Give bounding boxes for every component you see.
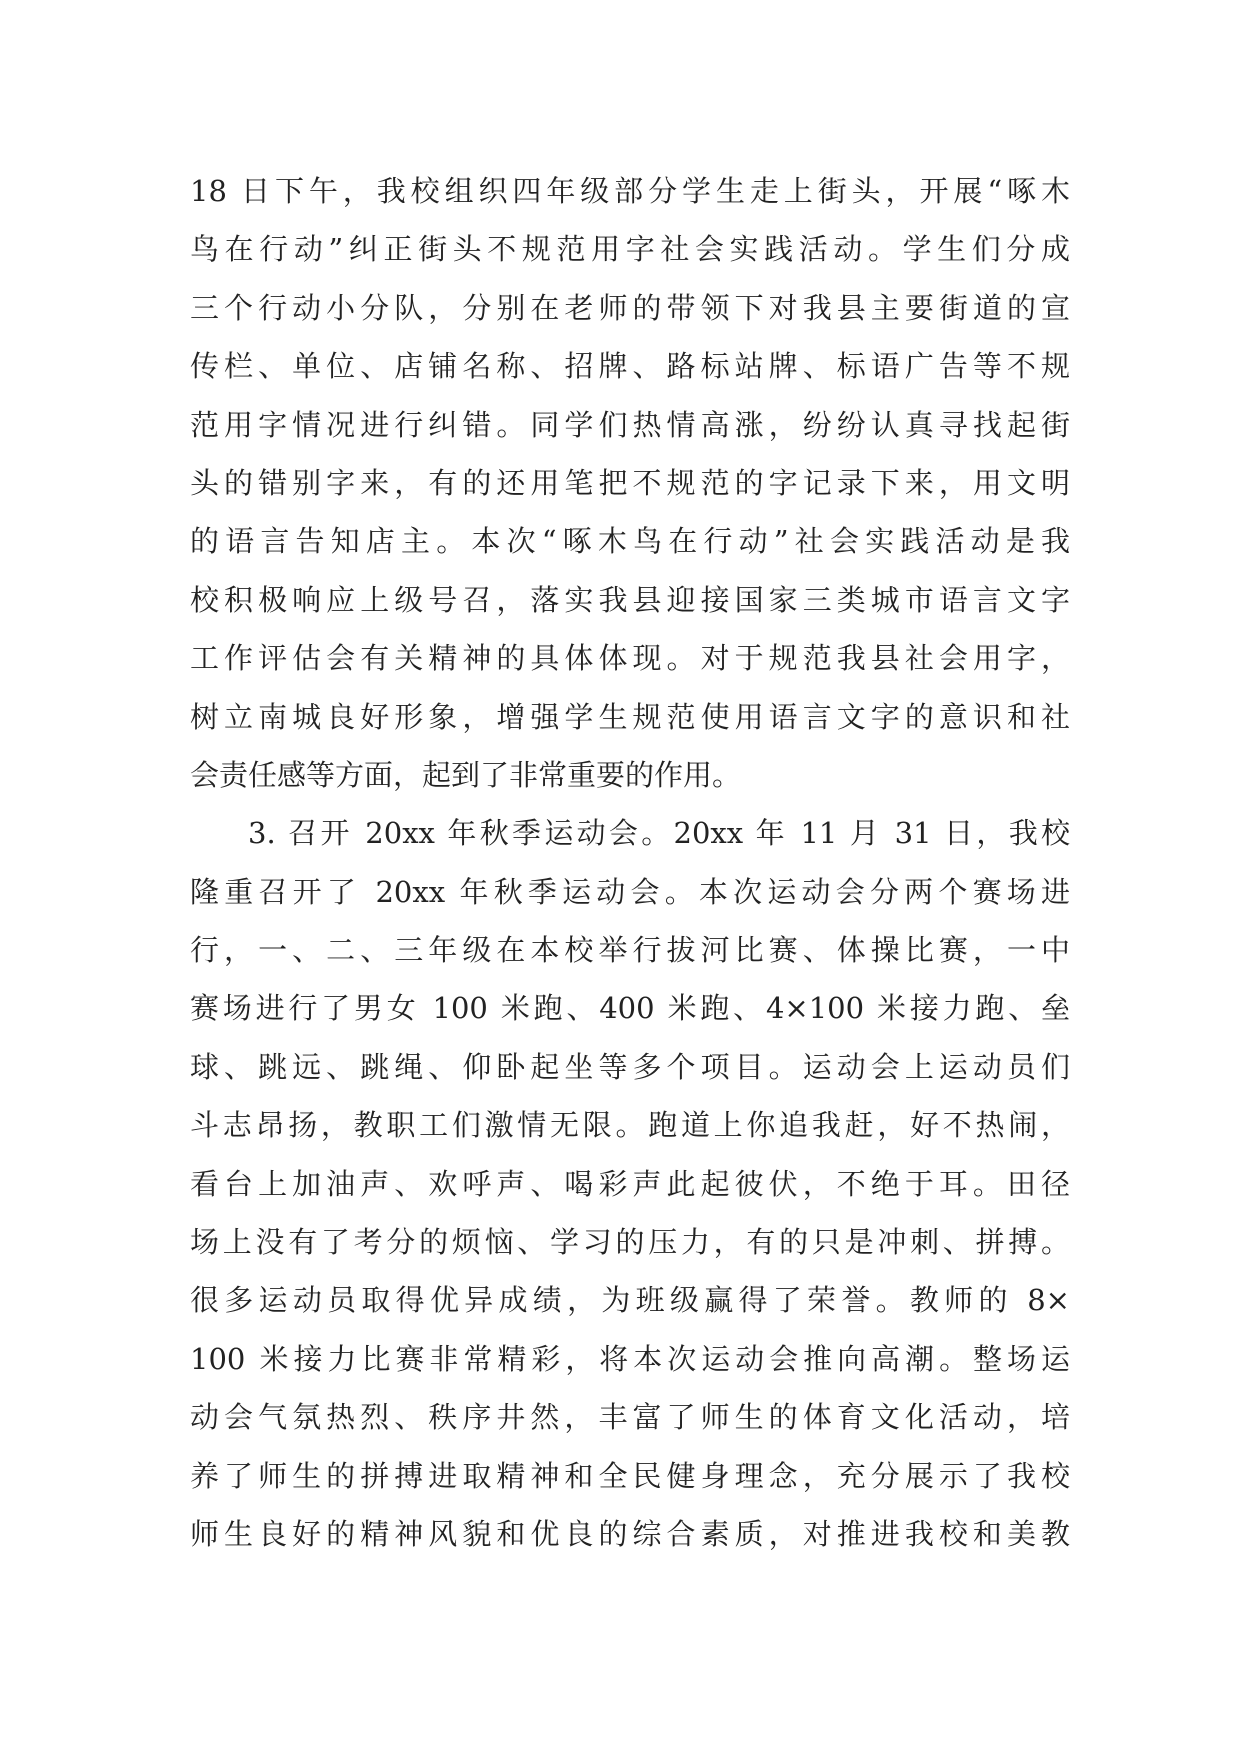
- text-line: 传栏、单位、店铺名称、招牌、路标站牌、标语广告等不规: [190, 349, 1070, 384]
- text-line: 师生良好的精神风貌和优良的综合素质，对推进我校和美教: [190, 1516, 1070, 1551]
- text-line: 看台上加油声、欢呼声、喝彩声此起彼伏，不绝于耳。田径: [190, 1166, 1070, 1201]
- text-line: 树立南城良好形象，增强学生规范使用语言文字的意识和社: [190, 699, 1070, 734]
- text-line: 场上没有了考分的烦恼、学习的压力，有的只是冲刺、拼搏。: [190, 1225, 1070, 1260]
- text-line: 隆重召开了 20xx 年秋季运动会。本次运动会分两个赛场进: [190, 874, 1070, 909]
- text-line: 很多运动员取得优异成绩，为班级赢得了荣誉。教师的 8×: [190, 1283, 1070, 1318]
- text-line: 3. 召开 20xx 年秋季运动会。20xx 年 11 月 31 日，我校: [248, 816, 1070, 851]
- text-line: 的语言告知店主。本次“啄木鸟在行动”社会实践活动是我: [190, 524, 1070, 559]
- text-line: 范用字情况进行纠错。同学们热情高涨，纷纷认真寻找起街: [190, 407, 1070, 442]
- text-line: 养了师生的拼搏进取精神和全民健身理念，充分展示了我校: [190, 1458, 1070, 1493]
- text-line: 鸟在行动”纠正街头不规范用字社会实践活动。学生们分成: [190, 232, 1070, 267]
- text-line: 会责任感等方面，起到了非常重要的作用。: [190, 757, 742, 792]
- text-line: 三个行动小分队，分别在老师的带领下对我县主要街道的宣: [190, 290, 1070, 325]
- text-line: 校积极响应上级号召，落实我县迎接国家三类城市语言文字: [190, 582, 1070, 617]
- paragraph-pecker-activity: [190, 162, 1070, 804]
- text-line: 斗志昂扬，教职工们激情无限。跑道上你追我赶，好不热闹，: [190, 1108, 1070, 1143]
- text-line: 18 日下午，我校组织四年级部分学生走上街头，开展“啄木: [190, 174, 1070, 208]
- text-line: 行，一、二、三年级在本校举行拔河比赛、体操比赛，一中: [190, 933, 1070, 968]
- text-line: 动会气氛热烈、秩序井然，丰富了师生的体育文化活动，培: [190, 1400, 1070, 1435]
- document-body: [190, 162, 1070, 1563]
- paragraph-sports-meeting: [190, 804, 1070, 1563]
- text-line: 工作评估会有关精神的具体体现。对于规范我县社会用字，: [190, 641, 1070, 676]
- text-line: 赛场进行了男女 100 米跑、400 米跑、4×100 米接力跑、垒: [190, 991, 1070, 1026]
- text-line: 头的错别字来，有的还用笔把不规范的字记录下来，用文明: [190, 465, 1070, 500]
- text-line: 100 米接力比赛非常精彩，将本次运动会推向高潮。整场运: [190, 1341, 1070, 1376]
- text-line: 球、跳远、跳绳、仰卧起坐等多个项目。运动会上运动员们: [190, 1049, 1070, 1084]
